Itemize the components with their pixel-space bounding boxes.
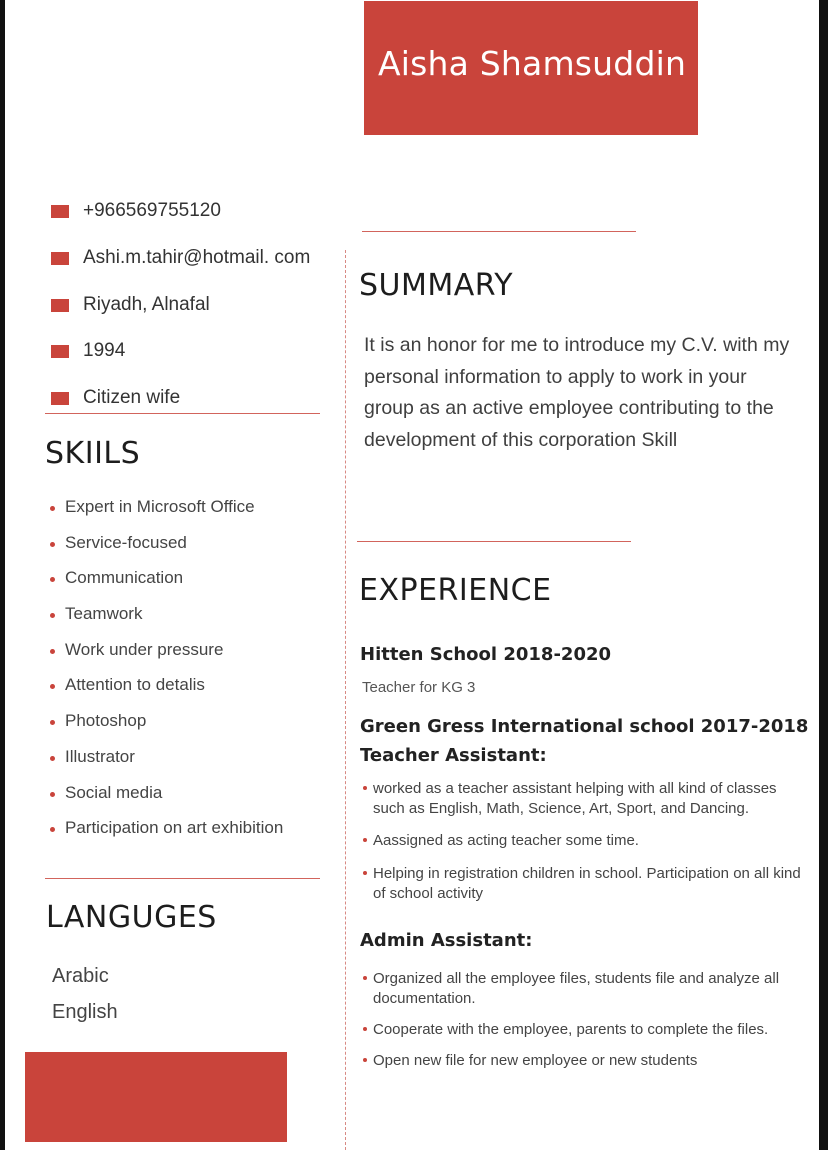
bullet-icon — [363, 1027, 367, 1031]
duties-list — [363, 779, 803, 904]
bullet-icon — [50, 613, 55, 618]
square-icon — [51, 205, 69, 218]
list-item: Illustrator — [50, 747, 283, 783]
list-item: worked as a teacher assistant helping with all kind of classes such as English, Math, Science, Art, Sport, and Dancing. — [363, 779, 803, 819]
language-item: Arabic — [52, 965, 109, 987]
bullet-icon — [50, 649, 55, 654]
job-role-heading: Teacher Assistant: — [360, 745, 547, 766]
summary-text: It is an honor for me to introduce my C.V. with my personal information to apply to work in your group as an active employee contributing to the development of this corporation Skill — [364, 334, 790, 451]
contact-phone-text: +966569755120 — [83, 200, 221, 221]
bullet-icon — [363, 976, 367, 980]
job-role: Teacher for KG 3 — [362, 679, 476, 696]
summary-heading: SUMMARY — [359, 268, 514, 303]
list-item: Organized all the employee files, students file and analyze all documentation. — [363, 969, 803, 1009]
list-item: Work under pressure — [50, 640, 283, 676]
bullet-icon — [363, 1058, 367, 1062]
decorative-block — [25, 1052, 287, 1142]
resume-page — [5, 0, 819, 1150]
bullet-icon — [363, 786, 367, 790]
bullet-icon — [50, 542, 55, 547]
bullet-icon — [50, 756, 55, 761]
contact-phone — [51, 200, 221, 222]
skills-divider — [45, 878, 320, 879]
column-divider — [345, 250, 346, 1150]
language-item: English — [52, 1001, 118, 1023]
contact-location — [51, 294, 210, 316]
bullet-icon — [50, 684, 55, 689]
bullet-icon — [50, 827, 55, 832]
list-item: Helping in registration children in school. Participation on all kind of school activity — [363, 864, 803, 904]
list-item: Photoshop — [50, 711, 283, 747]
job-role-heading: Admin Assistant: — [360, 930, 533, 951]
contact-birth-year-text: 1994 — [83, 340, 126, 361]
languages-heading: LANGUGES — [46, 900, 217, 935]
summary-top-rule — [362, 231, 636, 232]
contact-email-text: Ashi.m.tahir@hotmail. com — [83, 247, 311, 268]
bullet-icon — [363, 838, 367, 842]
square-icon — [51, 252, 69, 265]
contact-birth-year — [51, 340, 125, 362]
list-item: Social media — [50, 783, 283, 819]
bullet-icon — [50, 577, 55, 582]
experience-top-rule — [357, 541, 631, 542]
contact-location-text: Riyadh, Alnafal — [83, 294, 210, 315]
list-item: Communication — [50, 568, 283, 604]
contact-status-text: Citizen wife — [83, 387, 181, 408]
list-item: Cooperate with the employee, parents to complete the files. — [363, 1020, 803, 1040]
list-item: Attention to detalis — [50, 675, 283, 711]
skills-heading: SKIILS — [45, 436, 141, 471]
list-item: Participation on art exhibition — [50, 818, 283, 854]
bullet-icon — [50, 506, 55, 511]
job-title: Hitten School 2018-2020 — [360, 644, 612, 665]
bullet-icon — [50, 720, 55, 725]
bullet-icon — [363, 871, 367, 875]
list-item: Open new file for new employee or new students — [363, 1051, 803, 1071]
list-item: Service-focused — [50, 533, 283, 569]
square-icon — [51, 392, 69, 405]
duties-list — [363, 969, 803, 1071]
list-item: Teamwork — [50, 604, 283, 640]
experience-heading: EXPERIENCE — [359, 573, 552, 608]
square-icon — [51, 345, 69, 358]
skills-list — [50, 497, 283, 854]
bullet-icon — [50, 792, 55, 797]
list-item: Expert in Microsoft Office — [50, 497, 283, 533]
list-item: Aassigned as acting teacher some time. — [363, 831, 803, 851]
contact-divider — [45, 413, 320, 414]
contact-email — [51, 247, 310, 269]
contact-status — [51, 387, 180, 409]
candidate-name: Aisha Shamsuddin — [378, 44, 687, 83]
job-title: Green Gress International school 2017-2018 — [360, 716, 809, 737]
square-icon — [51, 299, 69, 312]
